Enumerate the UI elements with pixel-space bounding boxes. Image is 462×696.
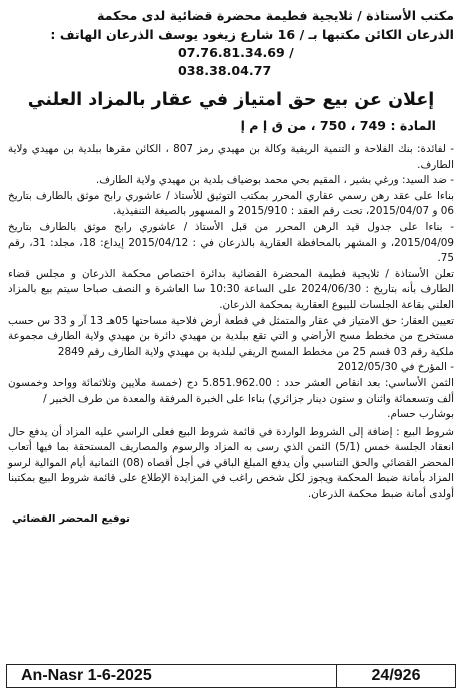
bailiff-signature: توقيع المحضر القضائي — [12, 512, 130, 525]
notice-number: 24/926 — [336, 665, 455, 687]
base-price-paragraph: الثمن الأساسي: بعد انقاص العشر حدد : 5.851.962.00 دج (خمسة ملايين وثلاثمائة وواحد وخمسون ألف وتسعمائة واثنان و ستون دينار جزائري) بناءا على الخبرة المرفقة والمعدة من طرف الخبير / — [8, 376, 454, 405]
auction-announcement-paragraph: تعلن الأستاذة / ثلايجية فطيمة المحضرة القضائية بدائرة اختصاص محكمة الذرعان و مجلس قضاء الطارف بأنه بتاريخ : 2024/06/30 على الساعة 10:30 سا العاشرة و النصف صباحا سيتم بيع بالمزاد العلني بقاعة الجلسات للبيوع العقارية بمحكمة الذرعان. — [8, 267, 455, 311]
plan-date-paragraph: - المؤرخ في 2012/05/30 — [337, 361, 454, 374]
notice-title: إعلان عن بيع حق امتياز في عقار بالمزاد العلني — [27, 90, 435, 110]
phone-number-2: 038.38.04.77 — [178, 63, 272, 78]
phone-number-1: 07.76.81.34.69 / — [178, 45, 294, 60]
notice-body — [8, 142, 454, 503]
registration-paragraph: - بناءا على جدول قيد الرهن المحرر من قبل الأستاذ / عاشوري رابح موثق بالطارف بتاريخ 2015/04/09، و المشهر بالمحافظة العقارية بالذرعان في : 2015/04/12 إيداع: 18، مجلد: 31، رقم 75. — [8, 220, 455, 265]
property-description-paragraph: تعيين العقار: حق الامتياز في عقار والمتمثل في قطعة أرض فلاحية مساحتها 05هـ 13 آر و 33 س حسب مستخرج من مخطط مسح الأراضي و التي تقع ببلدية بن مهيدي دائرة بن مهيدي ولاية الطارف مجموعة ملكية رقم 03 قسم 25 من مخطط المسح الريفي لبلدية بن مهيدي ولاية الطارف رقم 2849 — [8, 314, 455, 358]
notice-header — [8, 6, 454, 80]
expert-name-paragraph: بوشارب حسام. — [387, 408, 454, 421]
publication-footer — [6, 664, 456, 688]
mortgage-deed-paragraph: بناءا على عقد رهن رسمي عقاري المحرر بمكتب التوثيق للأستاذ / عاشوري رابح موثق بالطارف بتاريخ 06 و 2015/04/07، تحت رقم العقد : 2015/910 و المسهور بالصيغة التنفيذية. — [8, 189, 454, 218]
address-line: الذرعان الكائن مكتبها بـ / 16 شارع زيغود يوسف الذرعان الهاتف : — [50, 27, 454, 42]
publication-date: An-Nasr 1-6-2025 — [21, 667, 152, 684]
beneficiary-paragraph: - لفائدة: بنك الفلاحة و التنمية الريفية وكالة بن مهيدي رمز 807 ، الكائن مقرها ببلدية بن مهيدي ولاية الطارف. — [8, 143, 454, 171]
defendant-paragraph: - ضد السيد: ورغي بشير ، المقيم بحي محمد بوضياف بلدية بن مهيدي ولاية الطارف. — [95, 174, 454, 187]
legal-article-reference: المادة : 749 ، 750 ، من ق إ م إ — [240, 118, 436, 133]
office-line: مكتب الأستاذة / ثلايجية فطيمة محضرة قضائية لدى محكمة — [97, 8, 454, 23]
sale-conditions-paragraph: شروط البيع : إضافة إلى الشروط الواردة في قائمة شروط البيع فعلى الراسي عليه المزاد أن يدفع حال انعقاد الجلسة خمس (5/1) الثمن الذي رسى به المزاد والرسوم والمصاريف المستحقة بما فيها أتعاب المحضر القضائي والحق التناسبي وأن يدفع المبلغ الباقي في أجل أقصاه (08) الثمانية أيام الموالية لرسو المزاد بأمانة ضبط المحكمة ويجوز لكل شخص راغب في المزايدة الإطلاع على قائمة شروط البيع بمكتبنا أولدى أمانة ضبط محكمة الذرعان. — [8, 425, 454, 501]
